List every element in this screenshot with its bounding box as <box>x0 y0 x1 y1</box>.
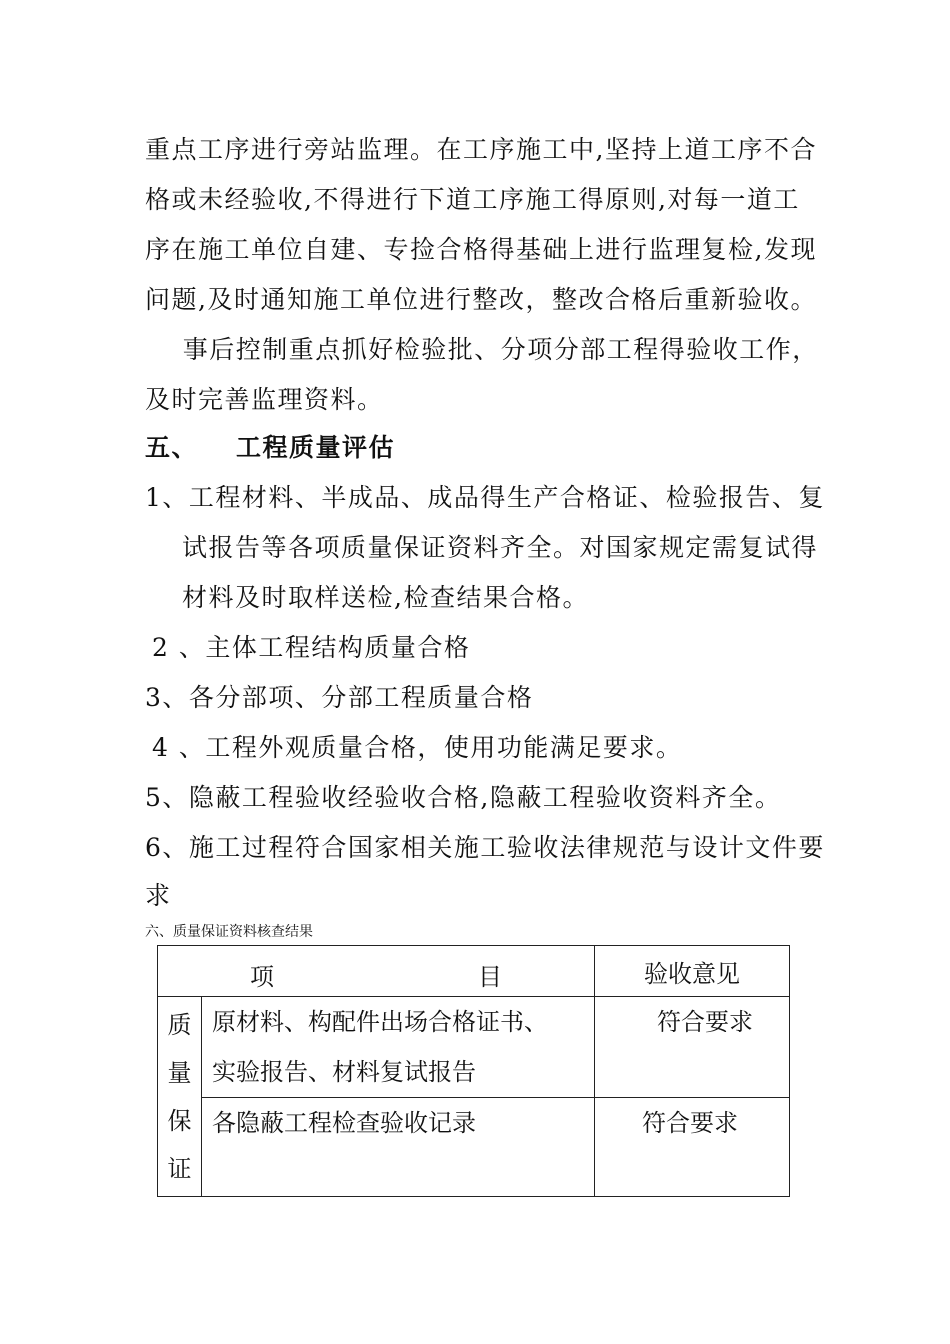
category-cell <box>158 997 202 1197</box>
opinion-value: 符合要求 <box>642 1109 738 1137</box>
paragraph-line: 问题,及时通知施工单位进行整改，整改合格后重新验收。 <box>145 285 817 314</box>
list-item: 6、施工过程符合国家相关施工验收法律规范与设计文件要 <box>145 833 825 862</box>
section-heading <box>145 423 395 473</box>
list-item: 4 、工程外观质量合格，使用功能满足要求。 <box>152 733 683 762</box>
category-char: 质 <box>167 1010 192 1039</box>
list-item: 5、隐蔽工程验收经验收合格,隐蔽工程验收资料齐全。 <box>145 783 782 812</box>
table-row <box>158 997 790 1098</box>
category-char: 保 <box>167 1106 192 1135</box>
table-header-row <box>158 946 790 997</box>
paragraph-line: 格或未经验收,不得进行下道工序施工得原则,对每一道工 <box>145 185 800 214</box>
header-item-left: 项 <box>250 963 274 991</box>
item-cell <box>202 1098 595 1197</box>
list-item: 2 、主体工程结构质量合格 <box>152 633 471 662</box>
list-item-continuation: 试报告等各项质量保证资料齐全。对国家规定需复试得 <box>182 533 819 562</box>
table-row <box>158 1098 790 1197</box>
table-caption: 六、质量保证资料核查结果 <box>145 924 313 940</box>
quality-check-table <box>157 945 790 1197</box>
list-item-continuation: 求 <box>145 881 172 910</box>
header-item-cell <box>158 946 595 997</box>
section-title: 工程质量评估 <box>236 433 396 462</box>
list-item: 3、各分部项、分部工程质量合格 <box>145 683 534 712</box>
item-cell <box>202 997 595 1098</box>
opinion-cell <box>595 1098 790 1197</box>
list-item-continuation: 材料及时取样送检,检查结果合格。 <box>182 583 589 612</box>
category-char: 证 <box>167 1154 192 1183</box>
paragraph-line: 及时完善监理资料。 <box>145 385 384 414</box>
header-opinion: 验收意见 <box>644 959 740 988</box>
header-item-right: 目 <box>478 963 502 991</box>
paragraph-line: 序在施工单位自建、专捡合格得基础上进行监理复检,发现 <box>145 235 817 264</box>
opinion-value: 符合要求 <box>657 1008 753 1036</box>
section-number: 五、 <box>145 433 199 462</box>
category-char: 量 <box>167 1058 192 1087</box>
item-line: 各隐蔽工程检查验收记录 <box>212 1109 476 1137</box>
item-line: 实验报告、材料复试报告 <box>212 1058 476 1086</box>
opinion-cell <box>595 997 790 1098</box>
list-item: 1、工程材料、半成品、成品得生产合格证、检验报告、复 <box>145 483 825 512</box>
paragraph-line: 事后控制重点抓好检验批、分项分部工程得验收工作， <box>145 335 819 364</box>
header-opinion-cell <box>595 946 790 997</box>
item-line: 原材料、构配件出场合格证书、 <box>212 1008 548 1036</box>
paragraph-line: 重点工序进行旁站监理。在工序施工中,坚持上道工序不合 <box>145 135 817 164</box>
